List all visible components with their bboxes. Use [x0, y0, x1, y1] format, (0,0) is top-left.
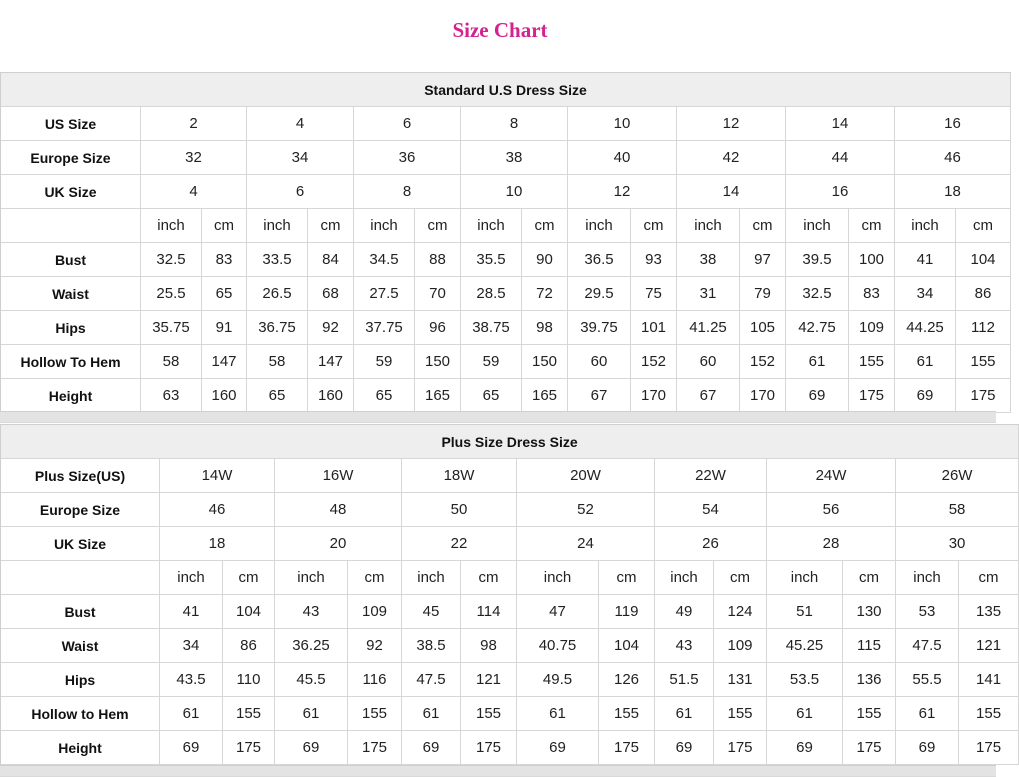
measurement-cell: 35.5	[461, 243, 522, 277]
measurement-cell: 114	[461, 595, 517, 629]
size-cell: 38	[461, 141, 568, 175]
measurement-cell: 155	[461, 697, 517, 731]
measurement-cell: 25.5	[141, 277, 202, 311]
measurement-cell: 43	[275, 595, 348, 629]
measurement-cell: 175	[956, 379, 1011, 413]
measurement-cell: 141	[959, 663, 1019, 697]
measurement-cell: 51	[767, 595, 843, 629]
measurement-cell: 101	[631, 311, 677, 345]
size-cell: 40	[568, 141, 677, 175]
measurement-cell: 69	[655, 731, 714, 765]
measurement-cell: 175	[599, 731, 655, 765]
measurement-cell: 47	[517, 595, 599, 629]
measurement-cell: 58	[141, 345, 202, 379]
measurement-cell: 45	[402, 595, 461, 629]
measurement-cell: 160	[202, 379, 247, 413]
measurement-cell: 69	[895, 379, 956, 413]
measurement-cell: 124	[714, 595, 767, 629]
measurement-cell: 126	[599, 663, 655, 697]
unit-cm: cm	[348, 561, 402, 595]
row-label: UK Size	[1, 175, 141, 209]
measurement-cell: 88	[415, 243, 461, 277]
unit-inch: inch	[275, 561, 348, 595]
size-cell: 24	[517, 527, 655, 561]
row-label: Waist	[1, 629, 160, 663]
unit-cm: cm	[202, 209, 247, 243]
measurement-cell: 86	[223, 629, 275, 663]
measurement-cell: 109	[714, 629, 767, 663]
measurement-cell: 175	[959, 731, 1019, 765]
row-label-empty	[1, 561, 160, 595]
measurement-cell: 147	[308, 345, 354, 379]
measurement-cell: 83	[849, 277, 895, 311]
size-cell: 16	[786, 175, 895, 209]
measurement-cell: 53.5	[767, 663, 843, 697]
table-row	[1, 697, 1019, 731]
unit-inch: inch	[160, 561, 223, 595]
row-label: Europe Size	[1, 493, 160, 527]
measurement-cell: 60	[677, 345, 740, 379]
row-label: Waist	[1, 277, 141, 311]
measurement-cell: 96	[415, 311, 461, 345]
measurement-cell: 147	[202, 345, 247, 379]
measurement-cell: 130	[843, 595, 896, 629]
standard-size-table	[0, 72, 1011, 413]
unit-inch: inch	[786, 209, 849, 243]
table-row	[1, 311, 1011, 345]
unit-cm: cm	[415, 209, 461, 243]
measurement-cell: 92	[348, 629, 402, 663]
measurement-cell: 29.5	[568, 277, 631, 311]
measurement-cell: 131	[714, 663, 767, 697]
unit-cm: cm	[956, 209, 1011, 243]
size-cell: 12	[677, 107, 786, 141]
measurement-cell: 104	[599, 629, 655, 663]
measurement-cell: 63	[141, 379, 202, 413]
size-cell: 16	[895, 107, 1011, 141]
measurement-cell: 104	[223, 595, 275, 629]
size-cell: 4	[141, 175, 247, 209]
measurement-cell: 150	[415, 345, 461, 379]
measurement-cell: 100	[849, 243, 895, 277]
measurement-cell: 34	[160, 629, 223, 663]
measurement-cell: 155	[843, 697, 896, 731]
unit-inch: inch	[354, 209, 415, 243]
measurement-cell: 170	[740, 379, 786, 413]
measurement-cell: 61	[896, 697, 959, 731]
measurement-cell: 69	[275, 731, 348, 765]
measurement-cell: 55.5	[896, 663, 959, 697]
measurement-cell: 67	[677, 379, 740, 413]
unit-cm: cm	[740, 209, 786, 243]
row-label: Hollow To Hem	[1, 345, 141, 379]
measurement-cell: 109	[348, 595, 402, 629]
unit-cm: cm	[599, 561, 655, 595]
measurement-cell: 121	[959, 629, 1019, 663]
size-cell: 26	[655, 527, 767, 561]
measurement-cell: 98	[461, 629, 517, 663]
measurement-cell: 97	[740, 243, 786, 277]
size-cell: 18	[895, 175, 1011, 209]
measurement-cell: 86	[956, 277, 1011, 311]
size-cell: 2	[141, 107, 247, 141]
measurement-cell: 175	[714, 731, 767, 765]
unit-cm: cm	[223, 561, 275, 595]
measurement-cell: 69	[402, 731, 461, 765]
unit-cm: cm	[308, 209, 354, 243]
table-divider	[0, 411, 996, 423]
measurement-cell: 69	[786, 379, 849, 413]
measurement-cell: 39.75	[568, 311, 631, 345]
measurement-cell: 175	[461, 731, 517, 765]
section-header: Plus Size Dress Size	[1, 425, 1019, 459]
measurement-cell: 44.25	[895, 311, 956, 345]
measurement-cell: 104	[956, 243, 1011, 277]
measurement-cell: 65	[202, 277, 247, 311]
table-row	[1, 731, 1019, 765]
row-label: Bust	[1, 595, 160, 629]
measurement-cell: 155	[714, 697, 767, 731]
size-cell: 20	[275, 527, 402, 561]
measurement-cell: 41	[895, 243, 956, 277]
measurement-cell: 34.5	[354, 243, 415, 277]
row-label: Europe Size	[1, 141, 141, 175]
size-cell: 6	[354, 107, 461, 141]
measurement-cell: 43.5	[160, 663, 223, 697]
measurement-cell: 175	[849, 379, 895, 413]
unit-inch: inch	[568, 209, 631, 243]
row-label: Height	[1, 731, 160, 765]
plus-size-table	[0, 424, 1019, 765]
measurement-cell: 136	[843, 663, 896, 697]
table-row	[1, 277, 1011, 311]
measurement-cell: 38.5	[402, 629, 461, 663]
measurement-cell: 155	[959, 697, 1019, 731]
size-cell: 6	[247, 175, 354, 209]
measurement-cell: 45.5	[275, 663, 348, 697]
measurement-cell: 49	[655, 595, 714, 629]
measurement-cell: 112	[956, 311, 1011, 345]
size-cell: 52	[517, 493, 655, 527]
size-cell: 36	[354, 141, 461, 175]
measurement-cell: 70	[415, 277, 461, 311]
measurement-cell: 69	[767, 731, 843, 765]
measurement-cell: 51.5	[655, 663, 714, 697]
measurement-cell: 39.5	[786, 243, 849, 277]
unit-cm: cm	[631, 209, 677, 243]
measurement-cell: 155	[849, 345, 895, 379]
measurement-cell: 175	[348, 731, 402, 765]
measurement-cell: 105	[740, 311, 786, 345]
measurement-cell: 65	[354, 379, 415, 413]
measurement-cell: 135	[959, 595, 1019, 629]
measurement-cell: 110	[223, 663, 275, 697]
unit-inch: inch	[895, 209, 956, 243]
measurement-cell: 152	[740, 345, 786, 379]
measurement-cell: 38	[677, 243, 740, 277]
size-cell: 20W	[517, 459, 655, 493]
table-row	[1, 663, 1019, 697]
size-cell: 18	[160, 527, 275, 561]
measurement-cell: 40.75	[517, 629, 599, 663]
size-cell: 30	[896, 527, 1019, 561]
unit-inch: inch	[247, 209, 308, 243]
row-label: Bust	[1, 243, 141, 277]
page-title: Size Chart	[452, 18, 548, 42]
measurement-cell: 69	[160, 731, 223, 765]
row-label: Hips	[1, 663, 160, 697]
unit-inch: inch	[461, 209, 522, 243]
size-cell: 58	[896, 493, 1019, 527]
measurement-cell: 84	[308, 243, 354, 277]
measurement-cell: 36.75	[247, 311, 308, 345]
size-cell: 32	[141, 141, 247, 175]
size-cell: 10	[461, 175, 568, 209]
measurement-cell: 32.5	[141, 243, 202, 277]
size-cell: 8	[354, 175, 461, 209]
measurement-cell: 68	[308, 277, 354, 311]
size-cell: 12	[568, 175, 677, 209]
measurement-cell: 92	[308, 311, 354, 345]
measurement-cell: 72	[522, 277, 568, 311]
measurement-cell: 47.5	[896, 629, 959, 663]
row-label: Height	[1, 379, 141, 413]
row-label: Plus Size(US)	[1, 459, 160, 493]
size-cell: 22W	[655, 459, 767, 493]
size-cell: 54	[655, 493, 767, 527]
measurement-cell: 58	[247, 345, 308, 379]
measurement-cell: 65	[247, 379, 308, 413]
measurement-cell: 47.5	[402, 663, 461, 697]
measurement-cell: 61	[655, 697, 714, 731]
measurement-cell: 79	[740, 277, 786, 311]
size-cell: 42	[677, 141, 786, 175]
measurement-cell: 165	[522, 379, 568, 413]
unit-inch: inch	[402, 561, 461, 595]
measurement-cell: 155	[348, 697, 402, 731]
measurement-cell: 155	[223, 697, 275, 731]
measurement-cell: 115	[843, 629, 896, 663]
row-label: US Size	[1, 107, 141, 141]
table-row	[1, 629, 1019, 663]
measurement-cell: 155	[599, 697, 655, 731]
measurement-cell: 36.5	[568, 243, 631, 277]
measurement-cell: 60	[568, 345, 631, 379]
size-cell: 46	[895, 141, 1011, 175]
unit-cm: cm	[461, 561, 517, 595]
measurement-cell: 75	[631, 277, 677, 311]
unit-inch: inch	[677, 209, 740, 243]
measurement-cell: 45.25	[767, 629, 843, 663]
measurement-cell: 121	[461, 663, 517, 697]
measurement-cell: 34	[895, 277, 956, 311]
measurement-cell: 61	[402, 697, 461, 731]
measurement-cell: 31	[677, 277, 740, 311]
measurement-cell: 37.75	[354, 311, 415, 345]
measurement-cell: 93	[631, 243, 677, 277]
size-cell: 44	[786, 141, 895, 175]
section-header: Standard U.S Dress Size	[1, 73, 1011, 107]
size-cell: 16W	[275, 459, 402, 493]
measurement-cell: 61	[160, 697, 223, 731]
size-cell: 48	[275, 493, 402, 527]
size-cell: 10	[568, 107, 677, 141]
measurement-cell: 69	[896, 731, 959, 765]
table-divider	[0, 765, 996, 777]
unit-cm: cm	[522, 209, 568, 243]
measurement-cell: 33.5	[247, 243, 308, 277]
measurement-cell: 69	[517, 731, 599, 765]
measurement-cell: 53	[896, 595, 959, 629]
unit-inch: inch	[517, 561, 599, 595]
size-cell: 46	[160, 493, 275, 527]
measurement-cell: 65	[461, 379, 522, 413]
measurement-cell: 155	[956, 345, 1011, 379]
measurement-cell: 119	[599, 595, 655, 629]
size-cell: 26W	[896, 459, 1019, 493]
table-row	[1, 345, 1011, 379]
measurement-cell: 150	[522, 345, 568, 379]
measurement-cell: 27.5	[354, 277, 415, 311]
size-cell: 14	[786, 107, 895, 141]
measurement-cell: 41.25	[677, 311, 740, 345]
unit-inch: inch	[767, 561, 843, 595]
measurement-cell: 67	[568, 379, 631, 413]
measurement-cell: 42.75	[786, 311, 849, 345]
measurement-cell: 61	[895, 345, 956, 379]
size-cell: 14W	[160, 459, 275, 493]
size-cell: 50	[402, 493, 517, 527]
size-cell: 14	[677, 175, 786, 209]
size-cell: 4	[247, 107, 354, 141]
size-cell: 22	[402, 527, 517, 561]
measurement-cell: 26.5	[247, 277, 308, 311]
measurement-cell: 43	[655, 629, 714, 663]
row-label: Hips	[1, 311, 141, 345]
unit-cm: cm	[959, 561, 1019, 595]
measurement-cell: 116	[348, 663, 402, 697]
measurement-cell: 32.5	[786, 277, 849, 311]
measurement-cell: 28.5	[461, 277, 522, 311]
row-label-empty	[1, 209, 141, 243]
measurement-cell: 170	[631, 379, 677, 413]
size-cell: 56	[767, 493, 896, 527]
table-row	[1, 379, 1011, 413]
size-cell: 18W	[402, 459, 517, 493]
measurement-cell: 35.75	[141, 311, 202, 345]
size-cell: 8	[461, 107, 568, 141]
size-cell: 34	[247, 141, 354, 175]
unit-cm: cm	[843, 561, 896, 595]
measurement-cell: 49.5	[517, 663, 599, 697]
measurement-cell: 36.25	[275, 629, 348, 663]
measurement-cell: 90	[522, 243, 568, 277]
unit-cm: cm	[849, 209, 895, 243]
measurement-cell: 83	[202, 243, 247, 277]
measurement-cell: 41	[160, 595, 223, 629]
measurement-cell: 98	[522, 311, 568, 345]
measurement-cell: 61	[767, 697, 843, 731]
measurement-cell: 109	[849, 311, 895, 345]
measurement-cell: 61	[275, 697, 348, 731]
row-label: Hollow to Hem	[1, 697, 160, 731]
unit-inch: inch	[655, 561, 714, 595]
size-cell: 24W	[767, 459, 896, 493]
measurement-cell: 165	[415, 379, 461, 413]
measurement-cell: 61	[517, 697, 599, 731]
unit-inch: inch	[141, 209, 202, 243]
size-cell: 28	[767, 527, 896, 561]
unit-inch: inch	[896, 561, 959, 595]
measurement-cell: 61	[786, 345, 849, 379]
measurement-cell: 175	[223, 731, 275, 765]
measurement-cell: 175	[843, 731, 896, 765]
measurement-cell: 152	[631, 345, 677, 379]
measurement-cell: 38.75	[461, 311, 522, 345]
measurement-cell: 59	[354, 345, 415, 379]
measurement-cell: 160	[308, 379, 354, 413]
table-row	[1, 243, 1011, 277]
measurement-cell: 91	[202, 311, 247, 345]
row-label: UK Size	[1, 527, 160, 561]
unit-cm: cm	[714, 561, 767, 595]
measurement-cell: 59	[461, 345, 522, 379]
table-row	[1, 595, 1019, 629]
